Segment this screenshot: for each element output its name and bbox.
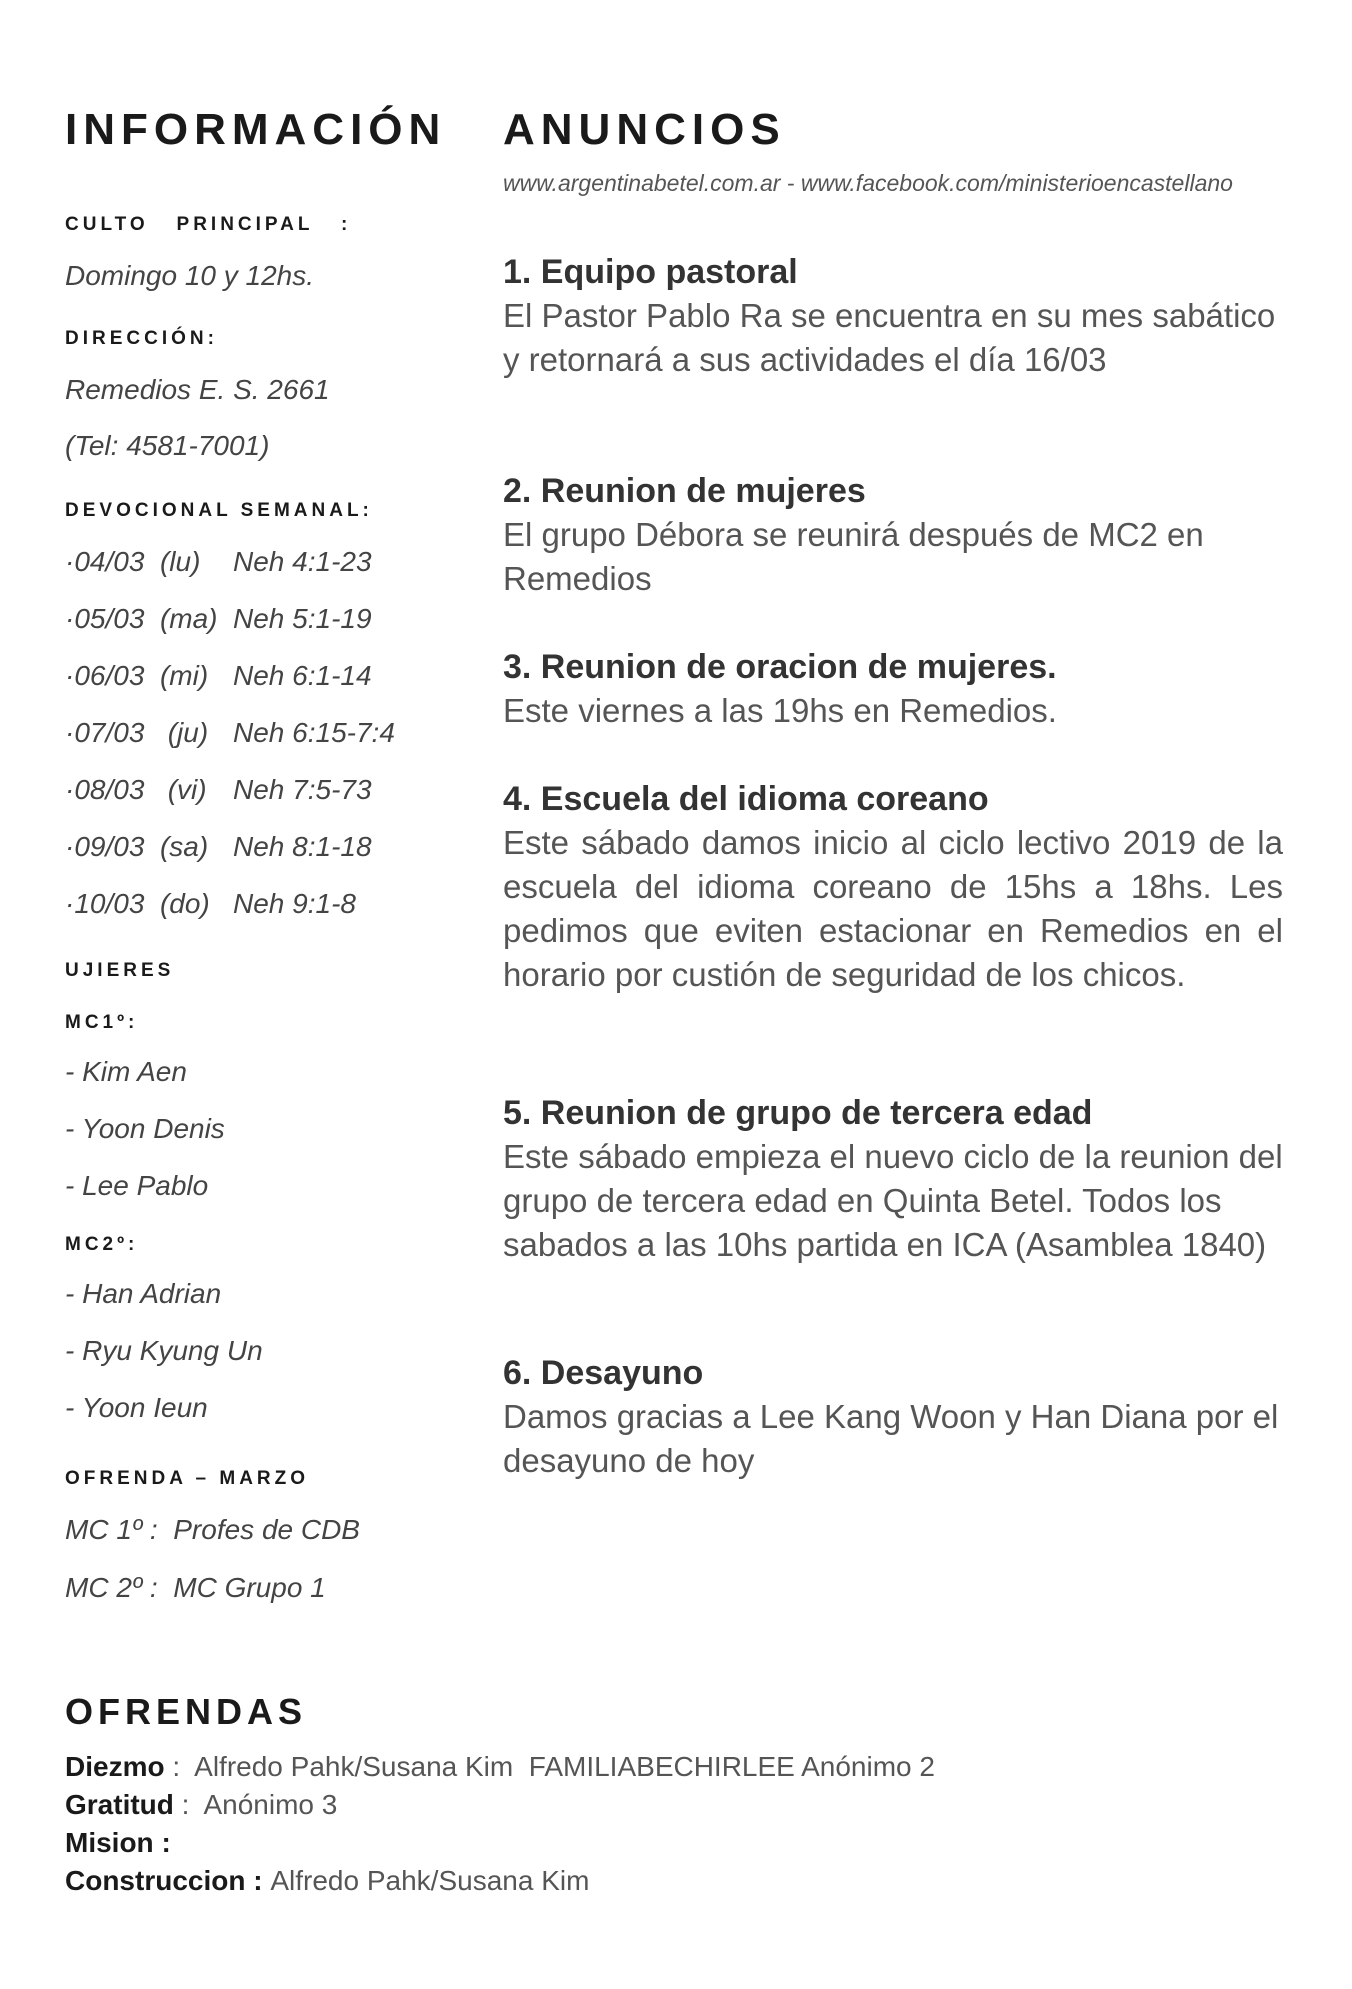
devocional-date: ·10/03 (do)	[65, 888, 210, 919]
ofrendas-row	[65, 1824, 1265, 1862]
devocional-date: ·06/03 (mi)	[65, 660, 209, 691]
announcement-title: 3. Reunion de oracion de mujeres.	[503, 648, 1057, 686]
ofrenda-row: MC 1º : Profes de CDB	[65, 1514, 360, 1545]
direccion-value: Remedios E. S. 2661	[65, 374, 330, 405]
direccion-label: DIRECCIÓN:	[65, 328, 218, 349]
ujier-name: - Yoon Ieun	[65, 1392, 208, 1423]
ofrendas-separator: :	[153, 1827, 171, 1858]
announcement	[503, 1351, 1283, 1483]
ofrendas-row	[65, 1786, 1265, 1824]
devocional-date: ·05/03 (ma)	[65, 603, 218, 634]
announcement-title: 2. Reunion de mujeres	[503, 472, 866, 510]
ofrendas-separator: :	[245, 1865, 271, 1896]
announcement-body: Este sábado damos inicio al ciclo lectivo 2019 de la escuela del idioma coreano de 15hs a 18hs. Les pedimos que eviten estacionar en Remedios en el horario por custión de seguridad de los chicos.	[503, 824, 1283, 993]
devocional-row	[65, 774, 372, 806]
ofrendas-value: Alfredo Pahk/Susana Kim	[270, 1865, 590, 1896]
announcement	[503, 469, 1283, 601]
announcement-title: 5. Reunion de grupo de tercera edad	[503, 1094, 1093, 1132]
devocional-passage: Neh 4:1-23	[233, 546, 372, 577]
devocional-row	[65, 660, 372, 692]
devocional-passage: Neh 6:15-7:4	[233, 717, 395, 748]
ujier-name: - Ryu Kyung Un	[65, 1335, 263, 1366]
ujier-name: - Yoon Denis	[65, 1113, 225, 1144]
devocional-label: DEVOCIONAL SEMANAL:	[65, 500, 373, 521]
ofrendas-heading: OFRENDAS	[65, 1691, 308, 1732]
ofrendas-section	[65, 1688, 1265, 1900]
ofrendas-separator: :	[164, 1751, 195, 1782]
ujier-name: - Han Adrian	[65, 1278, 222, 1309]
devocional-row	[65, 831, 372, 863]
announcement	[503, 1091, 1283, 1267]
devocional-date: ·08/03 (vi)	[65, 774, 207, 805]
devocional-row	[65, 888, 356, 920]
ofrenda-row: MC 2º : MC Grupo 1	[65, 1572, 326, 1603]
informacion-heading: INFORMACIÓN	[65, 105, 447, 154]
devocional-row	[65, 717, 395, 749]
website-links: www.argentinabetel.com.ar - www.facebook.com/ministerioencastellano	[503, 170, 1233, 196]
informacion-column	[65, 100, 465, 1603]
announcement-body: Este sábado empieza el nuevo ciclo de la reunion del grupo de tercera edad en Quinta Betel. Todos los sabados a las 10hs partida en ICA (Asamblea 1840)	[503, 1138, 1283, 1263]
announcement	[503, 777, 1283, 997]
anuncios-heading: ANUNCIOS	[503, 105, 786, 154]
announcement-title: 1. Equipo pastoral	[503, 253, 798, 291]
devocional-passage: Neh 9:1-8	[233, 888, 356, 919]
ofrendas-row	[65, 1862, 1265, 1900]
ofrendas-key: Mision	[65, 1827, 154, 1858]
mc1-label: MC1º:	[65, 1012, 139, 1033]
announcement-title: 4. Escuela del idioma coreano	[503, 780, 989, 818]
announcement	[503, 250, 1283, 382]
devocional-row	[65, 603, 372, 635]
announcement-title: 6. Desayuno	[503, 1354, 704, 1392]
ofrendas-key: Gratitud	[65, 1789, 174, 1820]
announcement-body: Damos gracias a Lee Kang Woon y Han Diana por el desayuno de hoy	[503, 1398, 1279, 1479]
culto-value: Domingo 10 y 12hs.	[65, 260, 315, 291]
announcement-body: El Pastor Pablo Ra se encuentra en su mes sabático y retornará a sus actividades el día 16/03	[503, 297, 1276, 378]
ofrendas-key: Diezmo	[65, 1751, 165, 1782]
devocional-passage: Neh 7:5-73	[233, 774, 372, 805]
mc2-label: MC2º:	[65, 1234, 139, 1255]
ofrendas-separator: :	[173, 1789, 204, 1820]
ofrendas-row	[65, 1748, 1265, 1786]
anuncios-column	[503, 100, 1283, 1479]
telefono-value: (Tel: 4581-7001)	[65, 430, 270, 461]
ujier-name: - Lee Pablo	[65, 1170, 209, 1201]
announcement-body: El grupo Débora se reunirá después de MC2 en Remedios	[503, 516, 1204, 597]
devocional-row	[65, 546, 372, 578]
ofrendas-key: Construccion	[65, 1865, 246, 1896]
ofrendas-value: Alfredo Pahk/Susana Kim FAMILIABECHIRLEE Anónimo 2	[194, 1751, 935, 1782]
ofrendas-value: Anónimo 3	[203, 1789, 338, 1820]
ujieres-label: UJIERES	[65, 960, 175, 981]
ofrenda-label: OFRENDA – MARZO	[65, 1468, 310, 1489]
devocional-date: ·09/03 (sa)	[65, 831, 209, 862]
announcement-body: Este viernes a las 19hs en Remedios.	[503, 692, 1057, 729]
devocional-date: ·07/03 (ju)	[65, 717, 209, 748]
devocional-date: ·04/03 (lu)	[65, 546, 201, 577]
devocional-passage: Neh 8:1-18	[233, 831, 372, 862]
announcement	[503, 645, 1283, 733]
devocional-passage: Neh 5:1-19	[233, 603, 372, 634]
devocional-passage: Neh 6:1-14	[233, 660, 372, 691]
ujier-name: - Kim Aen	[65, 1056, 187, 1087]
culto-label: CULTO PRINCIPAL :	[65, 214, 352, 235]
